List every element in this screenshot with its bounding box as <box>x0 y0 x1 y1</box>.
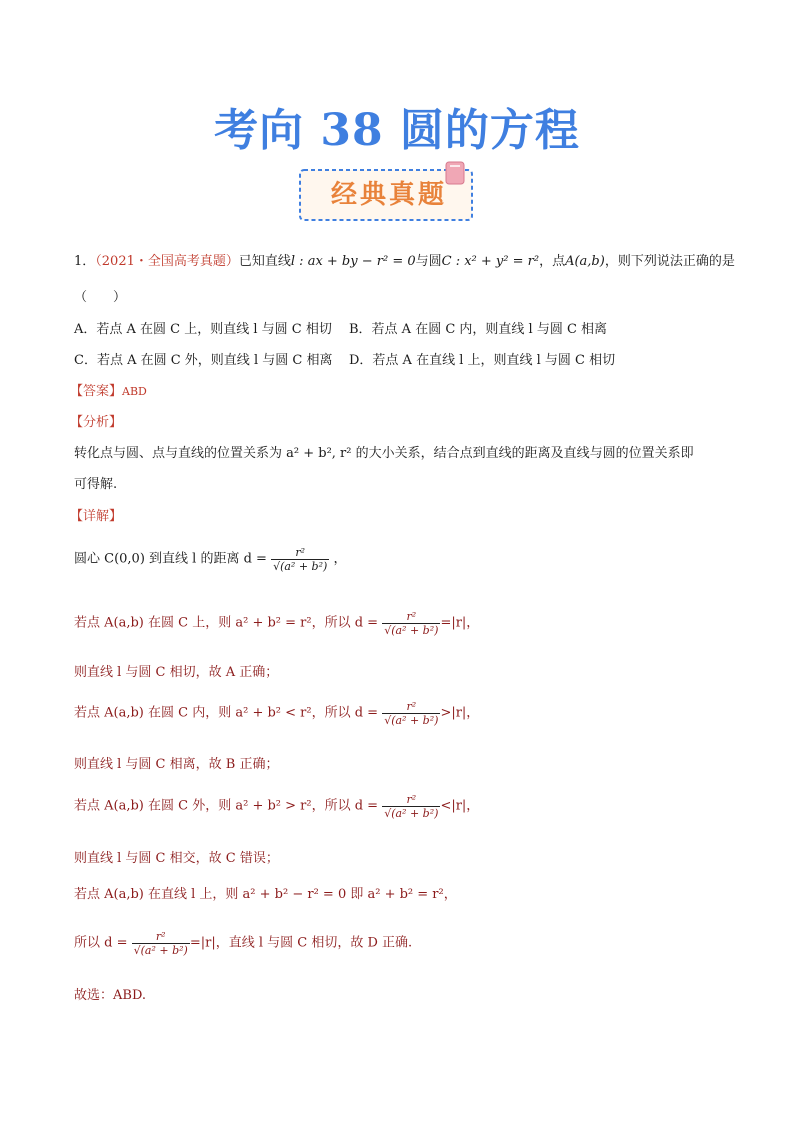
question-stem <box>74 253 735 271</box>
detail-step-3: 则直线 l 与圆 C 相切，故 A 正确； <box>74 665 279 680</box>
answer-block <box>70 383 147 401</box>
detail-tag: 【详解】 <box>70 509 123 524</box>
detail-step-9: 所以 d = $\frac{\text{r²}}{\text{√(a² + b²)}}$ =|r|，直线 l 与圆 C 相切，故 D 正确. <box>74 930 413 957</box>
answer-tag: 【答案】 <box>70 384 123 399</box>
option-d: D．若点 A 在直线 l 上，则直线 l 与圆 C 相切 <box>349 353 616 368</box>
distance-fraction: $\frac{\text{r²}}{\text{√(a² + b²)}}$ <box>273 546 328 573</box>
step-1-text: 圆心 C(0,0) 到直线 l 的距离 d = <box>74 551 267 567</box>
page-title: 考向 38 圆的方程 <box>214 105 580 156</box>
analysis-tag: 【分析】 <box>70 415 123 430</box>
section-badge <box>296 160 500 226</box>
circle-equation: C : x² + y² = r² <box>441 254 540 269</box>
detail-step-4: 若点 A(a,b) 在圆 C 内，则 a² + b² < r²，所以 d = $\frac{\text{r²}}{\text{√(a² + b²)}}$ >|r|， <box>74 700 480 727</box>
answer-value: ABD <box>122 385 147 398</box>
option-a: A．若点 A 在圆 C 上，则直线 l 与圆 C 相切 <box>74 322 332 337</box>
detail-step-6: 若点 A(a,b) 在圆 C 外，则 a² + b² > r²，所以 d = $\frac{\text{r²}}{\text{√(a² + b²)}}$ <|r|， <box>74 793 480 820</box>
detail-step-2: 若点 A(a,b) 在圆 C 上，则 a² + b² = r²，所以 d = $\frac{\text{r²}}{\text{√(a² + b²)}}$ =|r|， <box>74 610 480 637</box>
point-a: A(a,b) <box>565 254 605 269</box>
stem-d: ，则下列说法正确的是 <box>604 254 735 269</box>
stem-c: ，点 <box>539 254 566 269</box>
detail-step-5: 则直线 l 与圆 C 相离，故 B 正确； <box>74 757 279 772</box>
stem-a: 已知直线 <box>238 254 291 269</box>
answer-paren: （ ） <box>74 290 127 305</box>
badge-label: 经典真题 <box>330 180 447 210</box>
option-c: C．若点 A 在圆 C 外，则直线 l 与圆 C 相离 <box>74 353 333 368</box>
stem-b: 与圆 <box>415 254 442 269</box>
final-choice: 故选：ABD. <box>74 988 147 1003</box>
detail-step-1: 圆心 C(0,0) 到直线 l 的距离 d = $\frac{\text{r²}}{\text{√(a² + b²)}}$ ， <box>74 546 347 573</box>
detail-step-7: 则直线 l 与圆 C 相交，故 C 错误； <box>74 851 279 866</box>
question-source: （2021・全国高考真题） <box>95 254 239 269</box>
analysis-line-1: 转化点与圆、点与直线的位置关系为 a² + b², r² 的大小关系，结合点到直线的距离及直线与圆的位置关系即 <box>74 446 694 461</box>
line-equation: l : ax + by − r² = 0 <box>290 254 416 269</box>
analysis-line-2: 可得解. <box>74 477 118 492</box>
detail-step-8: 若点 A(a,b) 在直线 l 上，则 a² + b² − r² = 0 即 a² + b² = r²， <box>74 887 457 902</box>
question-number: 1． <box>74 254 96 269</box>
option-b: B．若点 A 在圆 C 内，则直线 l 与圆 C 相离 <box>349 322 608 337</box>
